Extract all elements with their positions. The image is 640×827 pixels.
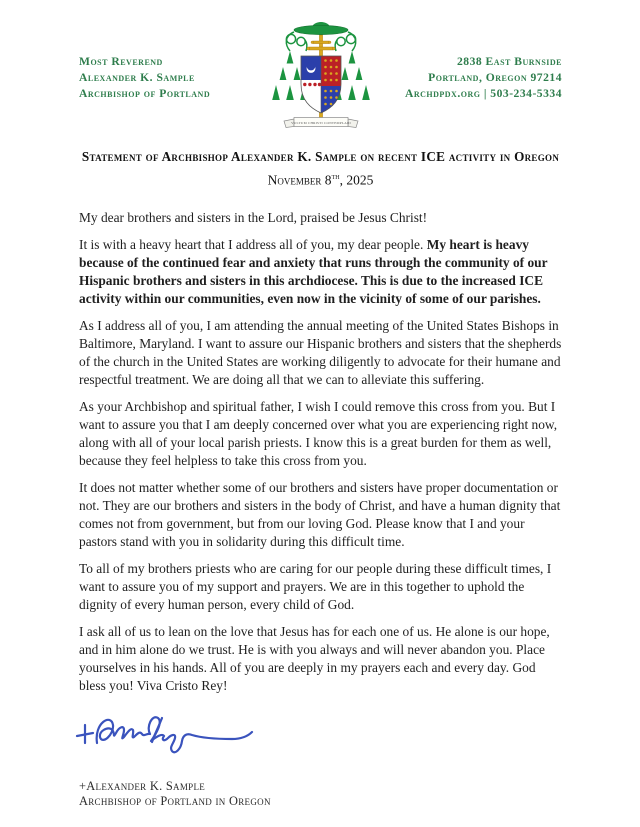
sender-line-2: Alexander K. Sample [79,71,195,84]
paragraph-heavy-heart [79,236,562,308]
motto-banner [284,118,358,128]
sender-line-3: Archbishop of Portland [79,87,211,100]
paragraph-human-dignity: It does not matter whether some of our brothers and sisters have proper documentation or not. They are our brothers and sisters in the body of Christ, and have a human dignity that comes not from government, but from our loving God. Please know that I and your pastors stand with you in solidarity during this difficult time. [79,479,561,549]
contact-block [382,54,563,102]
date-prefix: November 8 [267,172,332,188]
signature-block [79,779,562,810]
letterhead [79,18,562,134]
statement-date [79,168,562,189]
date-suffix: , 2025 [339,172,374,188]
signature [71,707,562,765]
paragraph-heavy-heart-bold: My heart is heavy because of the continued fear and anxiety that runs through the community of our Hispanic brothers and sisters in this archdiocese. This is due to the increased ICE activity within our communities, even now in the vicinity of some of our parishes. [79,236,548,306]
letter-body [79,209,562,695]
galero-icon [294,22,348,35]
sender-block [79,54,260,102]
paragraph-salutation: My dear brothers and sisters in the Lord, praised be Jesus Christ! [79,209,428,225]
coat-of-arms [260,18,382,137]
contact-line-3: Archdpdx.org | 503-234-5334 [404,87,562,100]
coat-of-arms-image [260,18,382,132]
paragraph-closing: I ask all of us to lean on the love that Jesus has for each one of us. He alone is our hope, and in him alone do we trust. He is with you always and will never abandon you. Place yourselves in his hands. All of you are deeply in my prayers each and every day. God bless you! Viva Cristo Rey! [79,623,550,693]
statement-header [79,148,562,189]
paragraph-heavy-heart-normal: It is with a heavy heart that I address all of you, my dear people. [79,236,427,252]
paragraph-spiritual-father: As your Archbishop and spiritual father, I wish I could remove this cross from you. But I want to assure you that I am deeply concerned over what you are experiencing right now, along with all of your local parish priests. I know this is a great burden for them as well, because they feel helpless to take this cross from you. [79,398,558,468]
date-ordinal: th [331,172,340,181]
signature-image [71,707,271,765]
contact-line-1: 2838 East Burnside [456,55,562,68]
sender-line-1: Most Reverend [79,55,163,68]
paragraph-brother-priests: To all of my brothers priests who are caring for our people during these difficult times, I want to assure you of my support and prayers. We are in this together to uphold the dignity of every human person, every child of God. [79,560,552,612]
signatory-title: Archbishop of Portland in Oregon [79,794,271,808]
signatory-name: +Alexander K. Sample [79,778,206,793]
paragraph-bishops-meeting: As I address all of you, I am attending the annual meeting of the United States Bishops in Baltimore, Maryland. I want to assure our Hispanic brothers and sisters that the shepherds of the church in the United States are working diligently to advocate for their humane and respectful treatment. We are doing all that we can to alleviate this suffering. [79,317,562,387]
statement-title: Statement of Archbishop Alexander K. Sample on recent ICE activity in Oregon [81,149,560,164]
contact-line-2: Portland, Oregon 97214 [428,71,562,84]
crest-motto: Vultum Christi Contemplari [290,120,351,125]
